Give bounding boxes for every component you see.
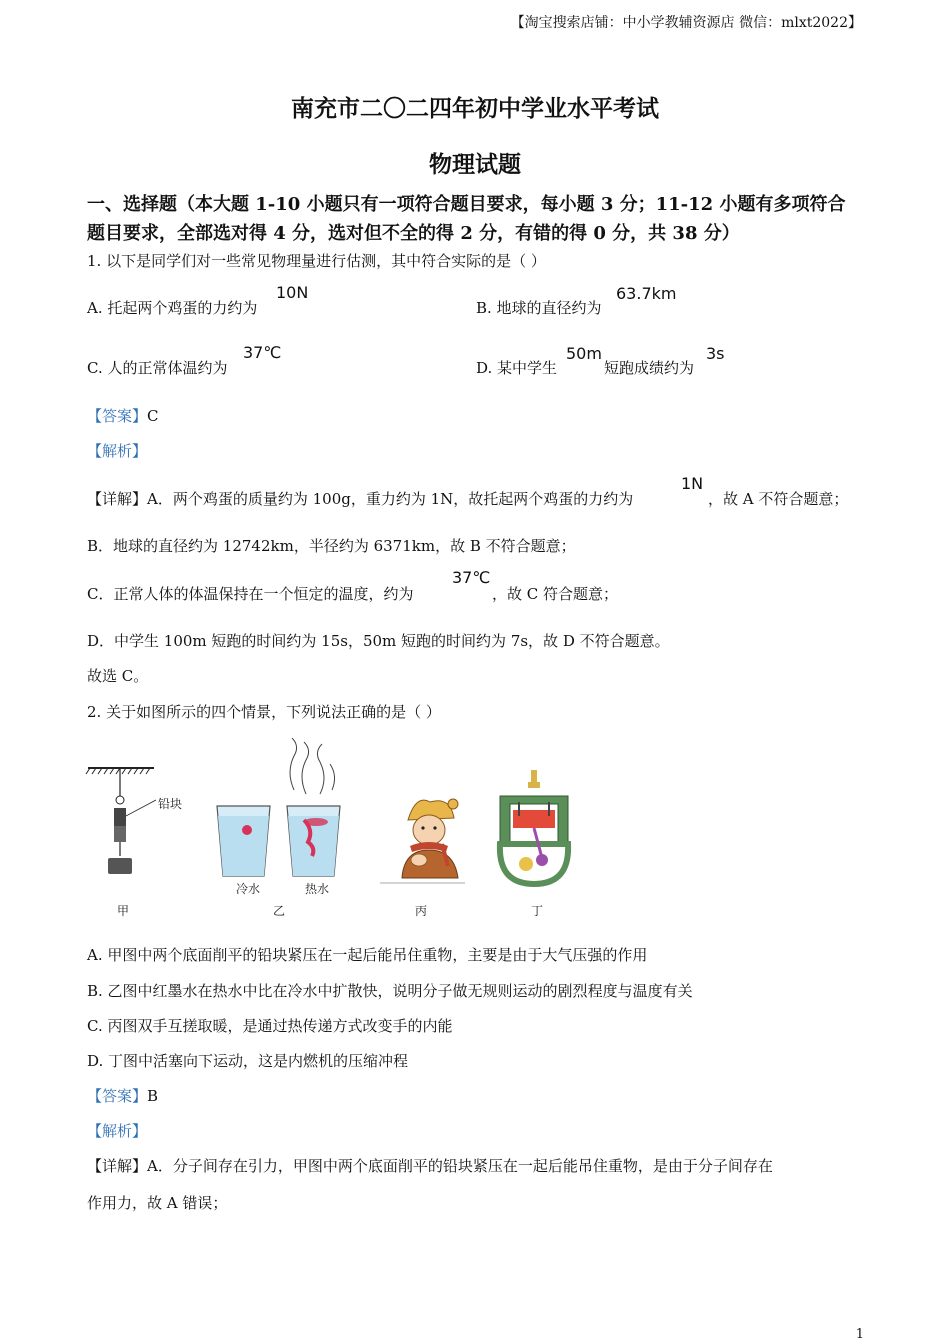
q1-detail-a: 【详解】A．两个鸡蛋的质量约为 100g，重力约为 1N，故托起两个鸡蛋的力约为 [87, 490, 634, 508]
child-rubbing-hands [380, 799, 465, 883]
q1-option-d-text1: D. 某中学生 [476, 359, 558, 377]
q1-detail-b: B．地球的直径约为 12742km，半径约为 6371km，故 B 不符合题意； [87, 537, 576, 555]
cold-water-cup [217, 806, 270, 876]
q1-stem: 1. 以下是同学们对一些常见物理量进行估测，其中符合实际的是（ ） [87, 252, 546, 270]
q2-option-c: C. 丙图双手互搓取暖，是通过热传递方式改变手的内能 [87, 1017, 453, 1035]
q2-answer [87, 1085, 158, 1106]
q1-option-a-text: A. 托起两个鸡蛋的力约为 [87, 299, 258, 317]
q1-detail-a-end: ，故 A 不符合题意； [708, 490, 849, 508]
exam-subtitle: 物理试题 [429, 151, 521, 178]
q1-detail-c: C．正常人体的体温保持在一个恒定的温度，约为 [87, 585, 414, 603]
hot-water-label: 热水 [305, 882, 330, 896]
q1-detail-a-value: 1N [681, 474, 704, 493]
q1-option-b-value: 63.7km [616, 284, 677, 303]
q1-option-a [87, 297, 257, 318]
q1-detail-d: D．中学生 100m 短跑的时间约为 15s，50m 短跑的时间约为 7s，故 D 不符合题意。 [87, 632, 670, 650]
q2-option-b: B. 乙图中红墨水在热水中比在冷水中扩散快，说明分子做无规则运动的剧烈程度与温度有关 [87, 982, 693, 1000]
q1-conclusion: 故选 C。 [87, 667, 149, 685]
section-heading-line2: 题目要求，全部选对得 4 分，选对但不全的得 2 分，有错的得 0 分，共 38 分） [87, 223, 740, 244]
figure-label-yi: 乙 [273, 904, 286, 918]
q1-option-d-text2: 短跑成绩约为 [604, 359, 695, 377]
q2-figure-svg [80, 738, 580, 923]
figure-label-jia: 甲 [117, 904, 130, 918]
q1-option-d-value1: 50m [566, 344, 602, 363]
q1-option-c [87, 357, 227, 378]
engine-illustration [500, 770, 568, 884]
q1-answer [87, 405, 159, 426]
q1-option-c-value: 37℃ [243, 343, 282, 362]
q2-analysis-tag: 【解析】 [87, 1122, 148, 1140]
q1-detail-c-end: ，故 C 符合题意； [492, 585, 619, 603]
q2-figure [80, 738, 580, 923]
q1-analysis-tag: 【解析】 [87, 442, 148, 460]
q2-detail-line1: 【详解】A．分子间存在引力，甲图中两个底面削平的铅块紧压在一起后能吊住重物，是由于分子间存在 [87, 1157, 773, 1175]
q1-option-c-text: C. 人的正常体温约为 [87, 359, 228, 377]
q2-stem: 2. 关于如图所示的四个情景，下列说法正确的是（ ） [87, 703, 441, 721]
q1-answer-value: C [147, 407, 159, 425]
q1-option-d [476, 357, 557, 378]
q1-option-a-value: 10N [276, 283, 309, 302]
q1-answer-tag: 【答案】 [87, 407, 148, 425]
q1-option-b-text: B. 地球的直径约为 [476, 299, 602, 317]
q2-answer-value: B [147, 1087, 159, 1105]
q2-answer-tag: 【答案】 [87, 1087, 148, 1105]
q1-detail-c-value: 37℃ [452, 568, 491, 587]
q2-detail-line2: 作用力，故 A 错误； [87, 1194, 228, 1212]
page-number: 1 [855, 1327, 864, 1342]
figure-label-bing: 丙 [415, 904, 428, 918]
q2-option-a: A. 甲图中两个底面削平的铅块紧压在一起后能吊住重物，主要是由于大气压强的作用 [87, 946, 648, 964]
cold-water-label: 冷水 [236, 882, 261, 896]
exam-title: 南充市二〇二四年初中学业水平考试 [291, 95, 659, 122]
header-note: 【淘宝搜索店铺：中小学教辅资源店 微信：mlxt2022】 [510, 15, 862, 31]
section-heading-line1: 一、选择题（本大题 1-10 小题只有一项符合题目要求，每小题 3 分；11-12 小题有多项符合 [87, 194, 846, 215]
figure-label-ding: 丁 [531, 904, 544, 918]
q1-option-d-value2: 3s [706, 344, 725, 363]
lead-blocks-illustration [86, 768, 156, 874]
q1-option-b [476, 297, 602, 318]
lead-label: 铅块 [158, 797, 183, 811]
hot-water-cup [287, 738, 340, 876]
q2-option-d: D. 丁图中活塞向下运动，这是内燃机的压缩冲程 [87, 1052, 409, 1070]
